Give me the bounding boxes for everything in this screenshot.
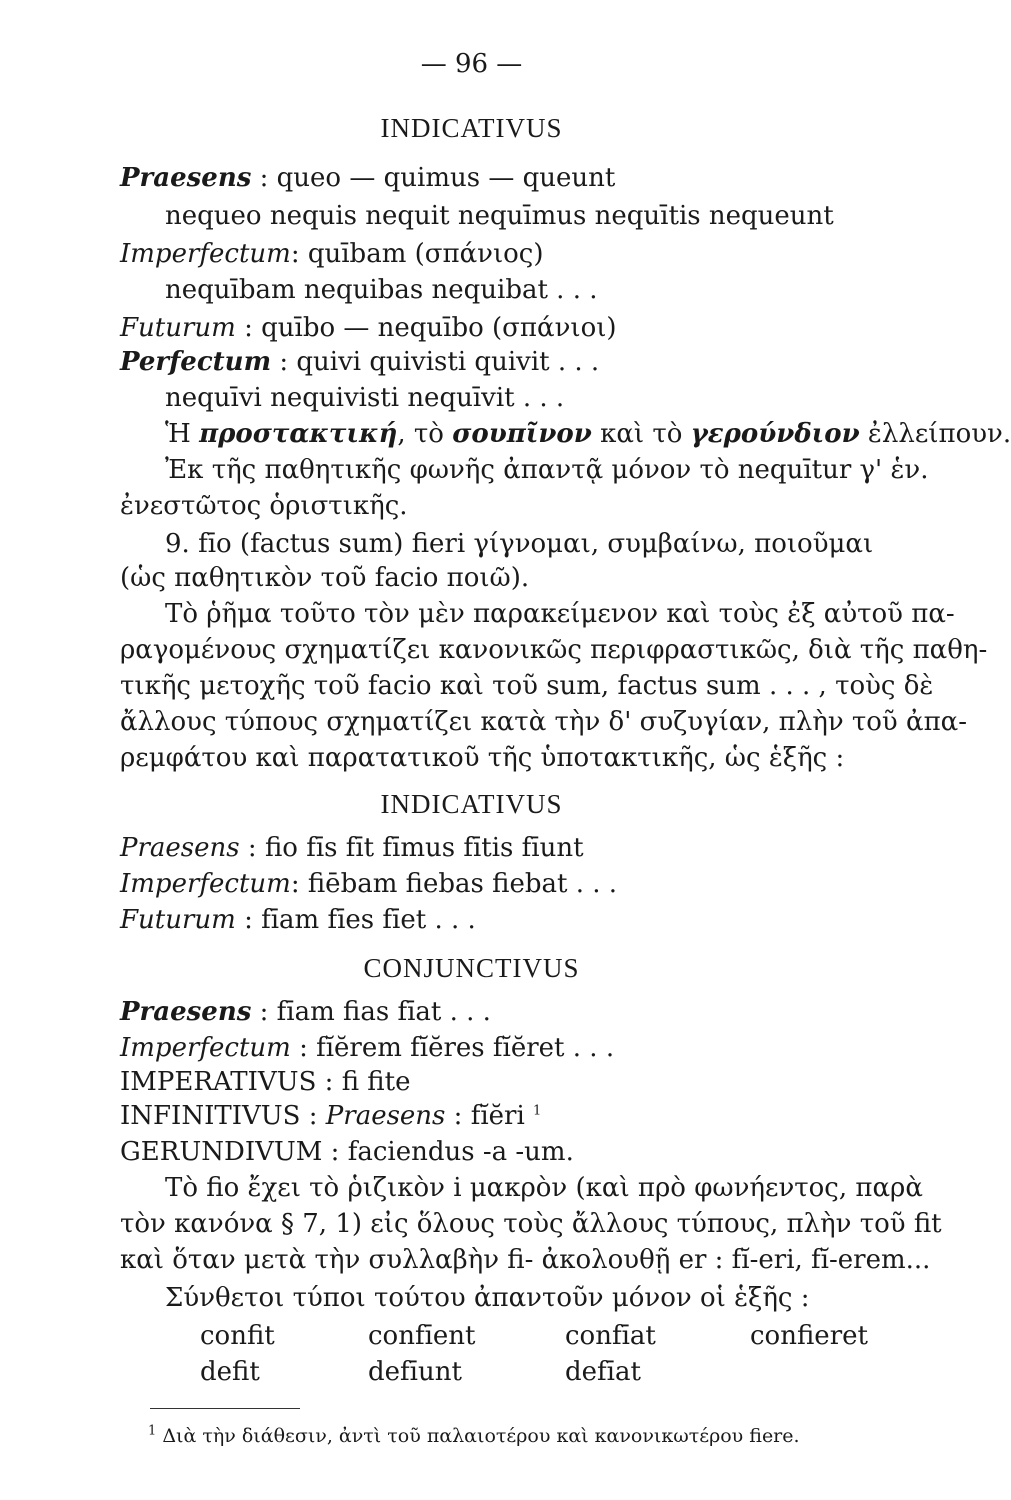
compound-form: confit xyxy=(200,1321,275,1351)
praesens-label: Praesens xyxy=(120,997,252,1027)
praesens-line xyxy=(120,162,615,194)
compound-form: confīent xyxy=(368,1321,476,1351)
futurum-label: Futurum xyxy=(120,313,236,343)
para9-line5: τικῆς μετοχῆς τοῦ facio καὶ τοῦ sum, factus sum . . . , τοὺς δὲ xyxy=(120,671,934,701)
footnote xyxy=(148,1420,800,1452)
futurum-forms: quībo — nequībo (σπάνιοι) xyxy=(261,313,617,343)
section-heading-indicativus-1: INDICATIVUS xyxy=(380,113,563,143)
colon: : xyxy=(235,905,262,935)
fio-imperfectum-forms: fiēbam fiebas fiebat . . . xyxy=(307,869,618,899)
fio-praesens-line xyxy=(120,832,584,864)
conj-praesens-forms: fīam fias fīat . . . xyxy=(276,997,491,1027)
compound-form: defīat xyxy=(565,1357,641,1387)
imperfectum-line xyxy=(120,238,544,270)
page-number: — 96 — xyxy=(420,49,523,79)
para9-line7: ρεμφάτου καὶ παρατατικοῦ τῆς ὑποτακτικῆς, ὡς ἑξῆς : xyxy=(120,743,845,773)
imperfectum-forms: quībam (σπάνιος) xyxy=(307,239,544,269)
conj-imperfectum-forms: fĭĕrem fĭĕres fĭĕret . . . xyxy=(316,1033,615,1063)
para9-line1: 9. fīo (factus sum) fieri γίγνομαι, συμβαίνω, ποιοῦμαι xyxy=(165,529,874,559)
footnote-marker: 1 xyxy=(533,1103,542,1119)
footnote-marker: 1 xyxy=(148,1423,157,1439)
colon: : xyxy=(235,313,262,343)
compound-form: confieret xyxy=(750,1321,868,1351)
infinitivus-form: : fĭĕri xyxy=(453,1101,525,1131)
para9-line3: Τὸ ῥῆμα τοῦτο τὸν μὲν παρακείμενον καὶ τοὺς ἐξ αὐτοῦ πα- xyxy=(165,599,955,629)
imperfectum-negative-forms: nequībam nequibas nequibat . . . xyxy=(165,275,598,305)
colon: : xyxy=(251,163,277,193)
praesens-label: Praesens xyxy=(120,833,240,863)
fio-imperfectum-line xyxy=(120,868,617,900)
colon: : xyxy=(290,239,308,269)
praesens-label: Praesens xyxy=(120,163,252,193)
missing-forms-note xyxy=(165,418,1011,450)
colon: : xyxy=(290,869,308,899)
colon: : xyxy=(290,1033,317,1063)
term-gerundion: γερούνδιον xyxy=(690,419,860,449)
passive-note-cont: ἐνεστῶτος ὁριστικῆς. xyxy=(120,491,408,521)
passive-note: Ἐκ τῆς παθητικῆς φωνῆς ἀπαντᾷ μόνον τὸ nequītur γ' ἑν. xyxy=(165,455,929,485)
para9-line4: ραγομένους σχηματίζει κανονικῶς περιφραστικῶς, διὰ τῆς παθη- xyxy=(120,635,988,665)
perfectum-line xyxy=(120,346,599,378)
section-heading-conjunctivus: CONJUNCTIVUS xyxy=(363,953,580,983)
footnote-text: Διὰ τὴν διάθεσιν, ἀντὶ τοῦ παλαιοτέρου καὶ κανονικωτέρου fiere. xyxy=(162,1425,800,1447)
note-text: Ἡ xyxy=(165,419,191,449)
fio-note-line3: καὶ ὅταν μετὰ τὴν συλλαβὴν fi- ἀκολουθῇ er : fĭ-eri, fĭ-erem... xyxy=(120,1245,931,1275)
futurum-line xyxy=(120,312,617,344)
compound-form: confīat xyxy=(565,1321,656,1351)
infinitivus-line xyxy=(120,1100,541,1132)
conj-imperfectum-line xyxy=(120,1032,614,1064)
term-soupinon: σουπῖνον xyxy=(452,419,592,449)
fio-futurum-line xyxy=(120,904,476,936)
section-heading-indicativus-2: INDICATIVUS xyxy=(380,789,563,819)
fio-note-line4: Σύνθετοι τύποι τούτου ἀπαντοῦν μόνον οἱ ἑξῆς : xyxy=(165,1283,810,1313)
para9-line2: (ὡς παθητικὸν τοῦ facio ποιῶ). xyxy=(120,563,530,593)
perfectum-forms: quivi quivisti quivit . . . xyxy=(296,347,600,377)
note-text: καὶ τὸ xyxy=(600,419,683,449)
fio-note-line2: τὸν κανόνα § 7, 1) εἰς ὅλους τοὺς ἄλλους τύπους, πλὴν τοῦ fit xyxy=(120,1209,942,1239)
compound-form: defīunt xyxy=(368,1357,462,1387)
gerundivum-line: GERUNDIVUM : faciendus -a -um. xyxy=(120,1137,574,1167)
compound-form: defit xyxy=(200,1357,260,1387)
praesens-forms: queo — quimus — queunt xyxy=(276,163,616,193)
footnote-divider xyxy=(150,1408,300,1409)
term-prostaktiki: προστακτική xyxy=(199,419,398,449)
fio-praesens-forms: fio fīs fīt fīmus fītis fīunt xyxy=(264,833,584,863)
praesens-label: Praesens xyxy=(325,1101,446,1131)
colon: : xyxy=(239,833,265,863)
infinitivus-label: INFINITIVUS : xyxy=(120,1101,318,1131)
note-text: , τὸ xyxy=(397,419,444,449)
futurum-label: Futurum xyxy=(120,905,236,935)
conj-praesens-line xyxy=(120,996,491,1028)
imperfectum-label: Imperfectum xyxy=(120,1033,291,1063)
colon: : xyxy=(271,347,297,377)
colon: : xyxy=(251,997,277,1027)
perfectum-negative-forms: nequīvi nequivisti nequīvit . . . xyxy=(165,383,565,413)
note-text: ἐλλείπουν. xyxy=(867,419,1011,449)
praesens-negative-forms: nequeo nequis nequit nequīmus nequītis nequeunt xyxy=(165,201,834,231)
para9-line6: ἄλλους τύπους σχηματίζει κατὰ τὴν δ' συζυγίαν, πλὴν τοῦ ἀπα- xyxy=(120,707,967,737)
imperfectum-label: Imperfectum xyxy=(120,239,291,269)
imperativus-line: IMPERATIVUS : fi fite xyxy=(120,1067,411,1097)
perfectum-label: Perfectum xyxy=(120,347,272,377)
fio-note-line1: Τὸ fio ἔχει τὸ ῥιζικὸν i μακρὸν (καὶ πρὸ φωνήεντος, παρὰ xyxy=(165,1173,923,1203)
fio-futurum-forms: fīam fīes fīet . . . xyxy=(261,905,476,935)
imperfectum-label: Imperfectum xyxy=(120,869,291,899)
